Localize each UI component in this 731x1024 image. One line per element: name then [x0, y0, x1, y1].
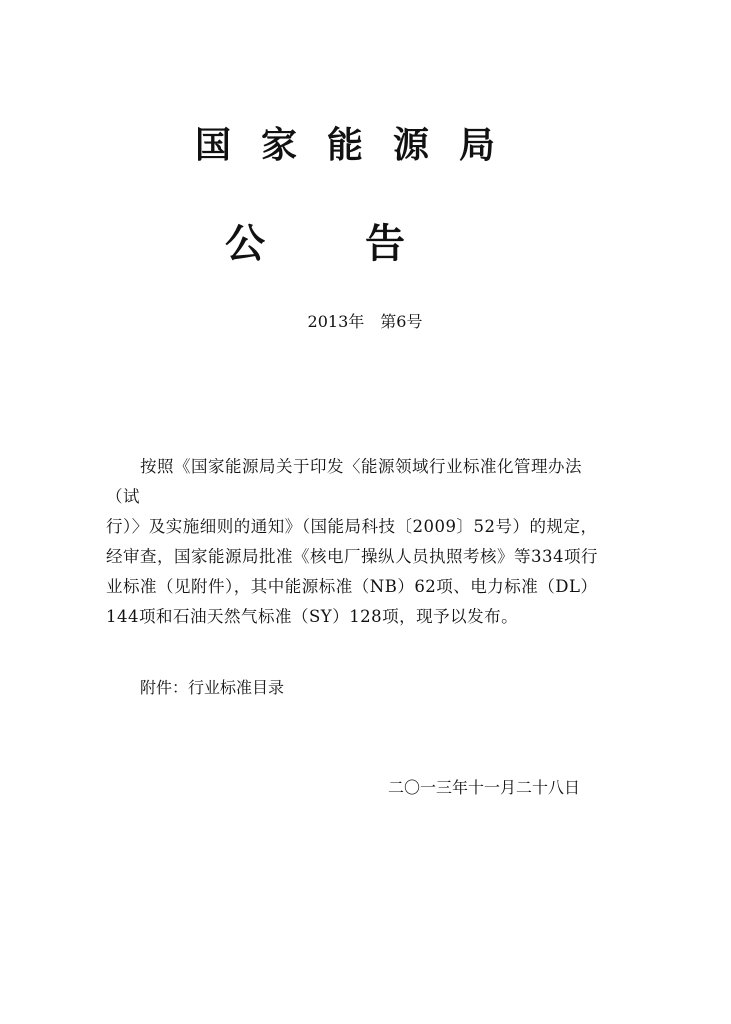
- body-line: 行）〉及实施细则的通知》（国能局科技〔2009〕52号）的规定，: [106, 517, 598, 536]
- body-line: 144项和石油天然气标准（SY）128项，现予以发布。: [106, 607, 519, 626]
- document-number: 2013年 第6号: [307, 312, 423, 331]
- body-line: 业标准（见附件），其中能源标准（NB）62项、电力标准（DL）: [106, 577, 598, 596]
- body-line: 按照《国家能源局关于印发〈能源领域行业标准化管理办法（试: [106, 457, 582, 506]
- attachment-note: 附件：行业标准目录: [140, 678, 285, 697]
- issuing-agency-title: 国家能源局: [194, 125, 525, 166]
- announcement-body: [106, 452, 606, 632]
- issue-date: 二〇一三年十一月二十八日: [388, 778, 581, 797]
- body-line: 经审查，国家能源局批准《核电厂操纵人员执照考核》等334项行: [106, 547, 598, 566]
- document-type-heading: 公告: [225, 221, 505, 267]
